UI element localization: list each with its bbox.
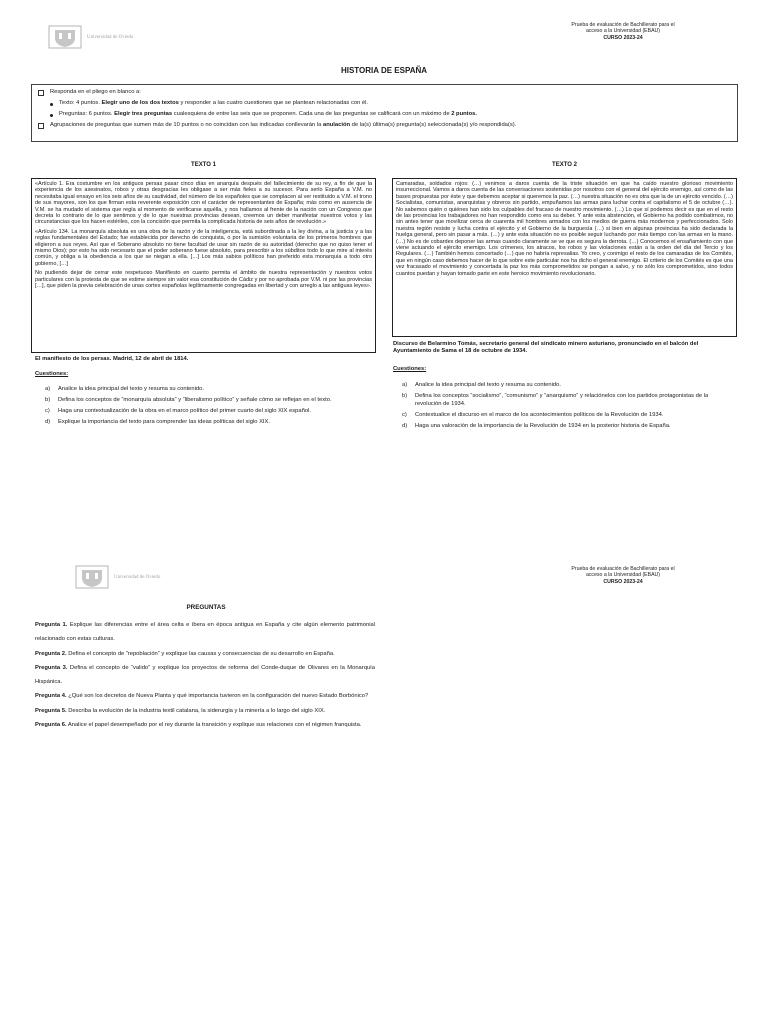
question-text: Analice la idea principal del texto y resuma su contenido. — [415, 382, 561, 388]
exam-line-2: acceso a la Universidad (EBAU) — [585, 572, 661, 579]
b2-pre: Preguntas: 6 puntos. — [59, 111, 115, 117]
exam-line-1: Prueba de evaluación de Bachillerato para el — [571, 22, 675, 28]
course: CURSO 2023-24 — [603, 34, 643, 41]
question-letter: a) — [45, 386, 51, 392]
university-name: Universidad de Oviedo — [87, 34, 134, 40]
instructions-note-row — [38, 122, 731, 129]
exam-line-2: acceso a la Universidad (EBAU) — [585, 28, 661, 35]
question-text: Defina el concepto de “repoblación” y explique las causas y consecuencias de su desarrollo en España. — [66, 650, 335, 657]
question-letter: d) — [402, 422, 408, 429]
question-text: Contextualice el discurso en el marco de los acontecimientos políticos de la Revolución de 1934. — [415, 411, 664, 418]
list-item — [35, 661, 375, 690]
instructions-bullet-1 — [50, 100, 731, 107]
instructions-note — [50, 122, 516, 129]
exam-line-1: Prueba de evaluación de Bachillerato para el — [571, 566, 675, 572]
list-item — [35, 689, 375, 703]
university-logo — [48, 22, 140, 52]
bullet-icon — [50, 114, 53, 117]
question-text: ¿Qué son los decretos de Nueva Planta y qué importancia tuvieron en la configuración del nuevo Estado Borbónico? — [66, 693, 369, 700]
texto2-heading: TEXTO 2 — [552, 162, 577, 168]
list-item — [402, 423, 736, 431]
checkbox-icon — [38, 90, 44, 96]
question-letter: b) — [45, 397, 51, 404]
question-text: Analice la idea principal del texto y resuma su contenido. — [58, 386, 204, 392]
question-label: Pregunta 6. — [35, 722, 67, 729]
list-item — [402, 412, 736, 420]
texto1-box — [31, 178, 376, 353]
b2-bold2: 2 puntos. — [451, 111, 477, 117]
texto1-source: El manifiesto de los persas. Madrid, 12 de abril de 1814. — [35, 356, 189, 362]
list-item — [45, 397, 375, 405]
question-letter: b) — [402, 393, 408, 400]
texto2-cuestiones-label: Cuestiones: — [393, 366, 427, 372]
list-item — [45, 419, 375, 427]
b1-pre: Texto: 4 puntos. — [59, 100, 102, 106]
bullet-1-text — [59, 100, 368, 107]
texto2-body: Camaradas, soldados rojos: (…) venimos a daros cuenta de la triste situación en que ha caído nuestro glorioso movimiento insurreccional. Vamos a daros cuenta de las conversaciones sostenidas por nosotros con el general del ejército enemigo, así como de las bases propuestas por éste y que debemos aceptar si queremos la paz. (…) nuestra situación no es otra que la de un ejército vencido. (…) Socialistas, comunistas, anarquistas y obreros sin partido, empuñamos las armas para luchar contra el capitalismo el 5 de octubre (…). No sabemos quién o quiénes han sido los culpables del fracaso de nuestro movimiento. (…) Lo que sí podemos decir es que en el resto de las provincias los trabajadores no han respondido como era su deber. Y ante esta abstención, el Gobierno ha podido combatirnos, no sin antes tener que movilizar cerca de cuarenta mil hombres armados con los medios de guerra más modernos y perfeccionados. Solo nuestra región resiste y lucha contra el ejército y el Gobierno de la burguesía (…) si bien en algunas provincias ha sido declarada la huelga general, pero sin pasar a más. (…) y ante esta situación no es posible seguir luchando por más tiempo con las armas en la mano. (…) No es de cobardes deponer las armas cuando claramente se ve que es segura la derrota. (…) Conocemos el ensañamiento con que viene actuando el ejército enemigo. Los crímenes, los atracos, los robos y las violaciones están a la orden del día del Tercio y los Regulares. (…) También hemos concertado (…) que no habría represalias. Yo creo, y conmigo el resto de los camaradas de los Comités, que en ningún caso debemos hacer de lo que sobre este particular nos ha dicho el general enemigo. El criterio de los Comités es que una vez fracasado el movimiento y concertada la paz los más comprometidos se pongan a salvo, y no sólo los comprometidos, sino todos cuantos puedan y hayan tomado parte en este heroico movimiento revolucionario. — [396, 181, 733, 277]
question-letter: a) — [402, 382, 408, 388]
question-letter: d) — [45, 419, 51, 426]
question-letter: c) — [402, 411, 407, 418]
instructions-lead-row — [38, 89, 731, 96]
texto1-heading: TEXTO 1 — [191, 162, 216, 168]
crest-icon — [48, 23, 82, 51]
question-label: Pregunta 5. — [35, 707, 67, 714]
b2-mid: cualesquiera de entre las seis que se proponen. Cada una de las preguntas se calificará con un máximo de — [172, 111, 452, 117]
question-label: Pregunta 4. — [35, 693, 67, 700]
university-name: Universidad de Oviedo — [114, 574, 161, 580]
b2-bold: Elegir tres preguntas — [114, 111, 173, 117]
texto1-questions — [45, 386, 375, 430]
bullet-2-text — [59, 111, 477, 118]
list-item — [45, 408, 375, 416]
question-text: Defina los conceptos de “monarquía absoluta” y “liberalismo político” y señale cómo se reflejan en el texto. — [58, 397, 332, 404]
note-pre: Agrupaciones de preguntas que sumen más de 10 puntos o no coincidan con las indicadas conllevarán la — [50, 122, 323, 128]
question-text: Explique la importancia del texto para comprender las ideas políticas del siglo XIX. — [58, 419, 271, 426]
note-bold: anulación — [322, 122, 351, 128]
list-item — [402, 393, 736, 408]
question-label: Pregunta 1. — [35, 622, 68, 628]
bullet-icon — [50, 103, 53, 106]
note-post: de la(s) última(s) pregunta(s) seleccionada(s) y/o respondida(s). — [350, 122, 517, 128]
texto2-questions — [402, 382, 736, 434]
list-item — [35, 704, 375, 718]
exam-header — [548, 22, 698, 41]
exam-header — [548, 566, 698, 585]
texto1-cuestiones-label: Cuestiones: — [35, 371, 69, 377]
page-title: HISTORIA DE ESPAÑA — [340, 66, 428, 75]
question-text: Haga una valoración de la importancia de la Revolución de 1934 en la posterior historia de España. — [415, 422, 671, 429]
preguntas-heading: PREGUNTAS — [186, 604, 226, 611]
question-label: Pregunta 3. — [35, 664, 68, 671]
instructions-box — [31, 84, 738, 142]
course: CURSO 2023-24 — [603, 578, 643, 585]
list-item — [35, 718, 375, 732]
instructions-lead: Responda en el pliego en blanco a: — [50, 89, 141, 95]
texto2-box — [392, 178, 737, 337]
list-item — [402, 382, 736, 390]
texto1-paragraph-3: No pudiendo dejar de cerrar este respetuoso Manifiesto en cuanto permita el ámbito de nuestra representación y nuestros votos particulares con la protesta de que se estime siempre sin valor esa constitución de Cádiz y por no aprobada por V.M. ni por las provincias […], que piden la previa celebración de unas cortes españolas legítimamente congregadas en libertad y con arreglo a las antiguas leyes». — [35, 270, 372, 290]
question-text: Haga una contextualización de la obra en el marco político del primer cuarto del siglo XIX español. — [58, 408, 311, 415]
question-text: Defina los conceptos “socialismo”, “comunismo” y “anarquismo” y relaciónelos con los partidos protagonistas de la revolución de 1934. — [415, 393, 709, 407]
b1-post: y responder a las cuatro cuestiones que se plantean relacionadas con él. — [178, 100, 369, 106]
list-item — [35, 647, 375, 661]
list-item — [45, 386, 375, 394]
question-text: Explique las diferencias entre el área celta e íbera en época antigua en España y cite algún elemento patrimonial relacionado con estas culturas. — [35, 622, 375, 643]
instructions-bullet-2 — [50, 111, 731, 118]
university-logo — [75, 562, 167, 592]
b1-bold: Elegir uno de los dos textos — [101, 100, 179, 106]
question-label: Pregunta 2. — [35, 650, 67, 657]
question-letter: c) — [45, 408, 50, 415]
list-item — [35, 618, 375, 647]
texto1-paragraph-1: «Artículo 1. Era costumbre en los antiguos persas pasar cinco días en anarquía después del fallecimiento de su rey, a fin de que la experiencia de los asesinatos, robos y otras desgracias les obligase a ser más fieles a su sucesor. Para serlo España a V.M. no necesitaba igual ensayo en los seis años de su cautividad, del número de los españoles que se complacen al ver restituido a V.M. el trono de sus mayores, son los que firman esta reverente exposición con el carácter de representantes de España; más como en ausencia de V.M. se ha mudado el sistema que regía al momento de verificarse aquélla, y nos hallamos al frente de la nación con un Congreso que decreta lo contrario de lo que sentimos y de lo que nuestras provincias desean, creemos un deber manifestar nuestros votos y las circunstancias que los hacen estériles, con la concisión que permita la complicada historia de seis años de revolución.» — [35, 181, 372, 226]
checkbox-icon — [38, 123, 44, 129]
question-text: Defina el concepto de “valido” y explique los proyectos de reforma del Conde-duque de Olivares en la Monarquía Hispánica. — [35, 664, 375, 686]
texto2-source: Discurso de Belarmino Tomás, secretario general del sindicato minero asturiano, pronunciado en el balcón del Ayuntamiento de Sama el 18 de octubre de 1934. — [393, 341, 699, 355]
preguntas-list — [35, 618, 375, 732]
question-text: Describa la evolución de la industria textil catalana, la siderurgia y la minería a lo largo del siglo XIX. — [66, 707, 326, 714]
question-text: Analice el papel desempeñado por el rey durante la transición y explique sus relaciones con el régimen franquista. — [66, 722, 362, 729]
crest-icon — [75, 563, 109, 591]
texto1-paragraph-2: «Artículo 134. La monarquía absoluta es una obra de la razón y de la inteligencia, está subordinada a la ley divina, a la justicia y a las reglas fundamentales del Estado; fue establecida por derecho de conquista, o por la sumisión voluntaria de los primeros hombres que eligieron a sus reyes. Así que el Soberano absoluto no tiene facultad de usar sin razón de su autoridad (derecho que no quiso tener el mismo Dios); por esto ha sido necesario que el poder soberano fuese absoluto, para prescribir a los súbditos todo lo que mire al interés común, y obliga a la obediencia a los que se niegan a ella. […] Los más sabios políticos han preferido esta monarquía a todo otro gobierno, […] — [35, 228, 372, 267]
page-2 — [0, 540, 768, 1024]
